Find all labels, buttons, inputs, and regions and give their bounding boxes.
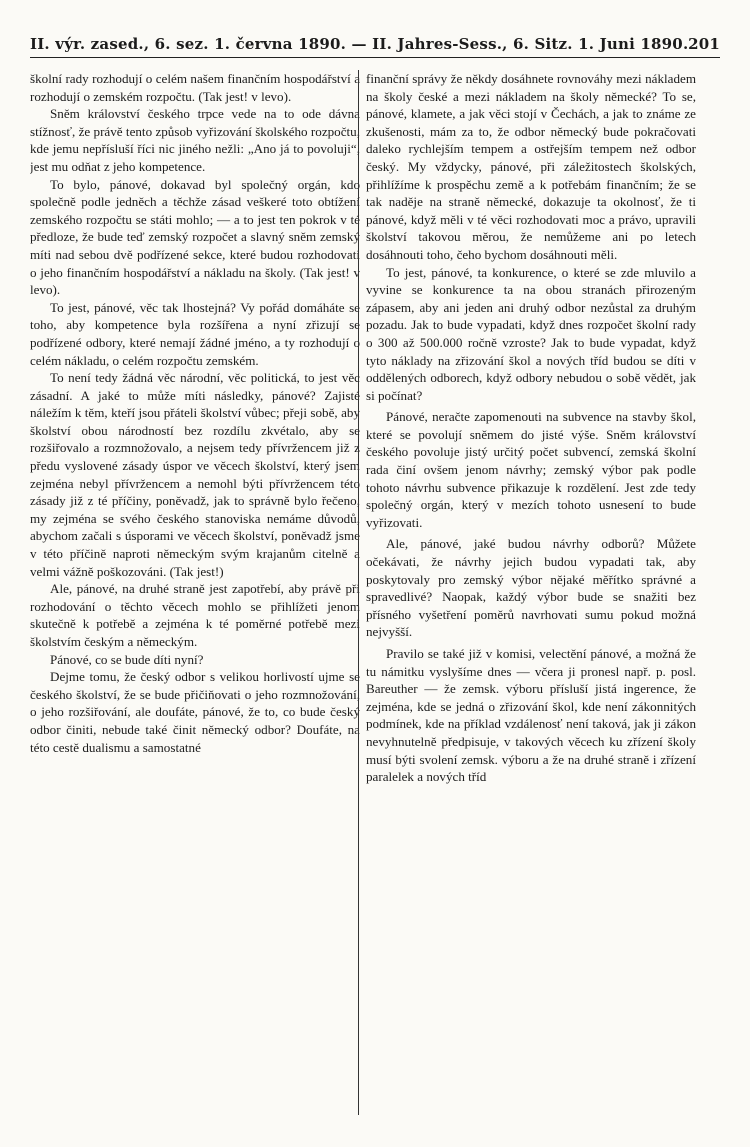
paragraph: To není tedy žádná věc národní, věc politická, to jest věc zásadní. A jaké to může míti následky, pánové? Zajisté náležím k těm, kteří jsou přáteli školství vůbec; přeji sobě, aby školství obou národností bez rozdílu zkvétalo, aby se rozšiřovalo a rozmnožovalo, a nejsem tedy přívržencem již z předu vyslovené zásady úspor ve věcech školství, který jsem zejména nebyl přívržencem a nemohl býti přívržencem této zásady již z té příčiny, poněvadž, jak to správně bylo řečeno, my zejména se svého českého stanoviska nemáme důvodů, abychom začali s úsporami ve věcech školství, poněvadž jsme v této příčině naproti německým svým krajanům citelně a velmi vážně poškozováni. (Tak jest!): [30, 370, 360, 579]
left-column: [30, 70, 360, 1115]
right-column: [366, 70, 696, 1115]
paragraph: Dejme tomu, že český odbor s velikou horlivostí ujme se českého školství, že se bude přičiňovati o jeho rozmnožování, o jeho rozšiřování, ale doufáte, pánové, že to, co bude český odbor činiti, nebude také činit německý odbor? Doufáte, na této cestě dualismu a samostatné: [30, 669, 360, 755]
paragraph: Sněm království českého trpce vede na to ode dávna stížnosť, že právě tento způsob vyřizování školského rozpočtu, kde jemu nepřísluší říci nic jiného nežli: „Ano já to povoluji“, jest mu odňat z jeho kompetence.: [30, 106, 360, 174]
column-divider: [358, 70, 359, 1115]
paragraph: To jest, pánové, ta konkurence, o které se zde mluvilo a vyvine se konkurence ta na obou stranách přirozeným zápasem, aby ani jeden ani druhý odbor nezůstal za druhým pozadu. Jak to bude vypadati, když dnes rozpočet školní rady o 300 až 500.000 ročně vzroste? Jak to bude vypadat, když tyto náklady na zřizování škol a nových tříd budou se díti v oddělených odborech, když odbory nebudou o sobě vědět, jak si počínat?: [366, 264, 696, 403]
paragraph: To jest, pánové, věc tak lhostejná? Vy pořád domáháte se toho, aby kompetence byla rozšířena a nyní zřizují se podřízené odbory, které nemají žádné jméno, a ty rozhodují o celém nákladu, o celém rozpočtu zemském.: [30, 299, 360, 368]
paragraph: Pánové, neračte zapomenouti na subvence na stavby škol, které se povolují sněmem do jisté výše. Sněm království českého povoluje jistý určitý počet subvencí, zemská školní rada činí ovšem jenom návrhy; zemský výbor pak podle tohoto návrhu subvence přikazuje k rozdělení. Jest zde tedy společný orgán, který v mezích tohoto usnesení to bude vyřizovati.: [366, 409, 696, 530]
page-header: [30, 35, 720, 58]
paragraph: Ale, pánové, na druhé straně jest zapotřebí, aby právě při rozhodování o těchto věcech mohlo se přihlížeti jenom skutečně k potřebě a zejména k té poměrné potřebě mezi školstvím českým a německým.: [30, 581, 360, 649]
paragraph: Pravilo se také již v komisi, velectění pánové, a možná že tu námitku vyslyšíme dnes — včera ji pronesl např. p. posl. Bareuther — že zemsk. výboru přísluší jistá ingerence, že zejména, kde se jedná o zřizování škol, kde není zákonnitých podmínek, kde na příklad vzdálenosť není taková, jak ji zákon nevyhnutelně předpisuje, v takových věcech ku zřízení školy musí býti svolení zemsk. výboru a že na druhé straně i zřízení paralelek a nových tříd: [366, 646, 696, 785]
paragraph: Ale, pánové, jaké budou návrhy odborů? Můžete očekávati, že návrhy jejich budou vypadati tak, aby poskytovaly pro zemský výbor nějaké měřítko správné a spravedlivé? Naopak, každý výbor bude se snažiti bez přísného vyšetření poměrů navrhovati sumu pokud možná nejvyšší.: [366, 536, 696, 640]
page-number: 201: [688, 35, 720, 53]
running-header: II. výr. zased., 6. sez. 1. června 1890. — II. Jahres-Sess., 6. Sitz. 1. Juni 1890.: [30, 35, 689, 53]
paragraph: Pánové, co se bude díti nyní?: [50, 651, 204, 667]
paragraph: školní rady rozhodují o celém našem finančním hospodářství a rozhodují o zemském rozpočtu. (Tak jest! v levo).: [30, 71, 360, 104]
paragraph: To bylo, pánové, dokavad byl společný orgán, kdo společně podle jedněch a těchže zásad veškeré toto obtížení zemského rozpočtu se státi mohlo; — a to jest ten pokrok v té předloze, že bude teď zemský rozpočet a slavný sněm zemský míti nad sebou dvě podřízené sekce, které budou rozhodovati o jeho finančním hospodářství a nákladu na školy. (Tak jest! v levo).: [30, 176, 360, 298]
paragraph: finanční správy že někdy dosáhnete rovnováhy mezi nákladem na školy české a mezi nákladem na školy německé? To se, pánové, klamete, a jak věci stojí v Čechách, a jak to známe ze zkušenosti, mám za to, že odbor německý bude pokračovati daleko rychlejším tempem a ostřejším tempem než odbor český. My vždycky, pánové, při záležitostech školských, přihlížíme k prospěchu země a k potřebám finančním; že se tak naděje na straně německé, dokazuje ta okolnosť, že ti pánové, když měli v té věci rozhodovati moc a právo, upravili školství takovou měrou, že nemůžeme ani po letech dosáhnouti toho, čeho bychom dosáhnouti měli.: [366, 71, 696, 262]
